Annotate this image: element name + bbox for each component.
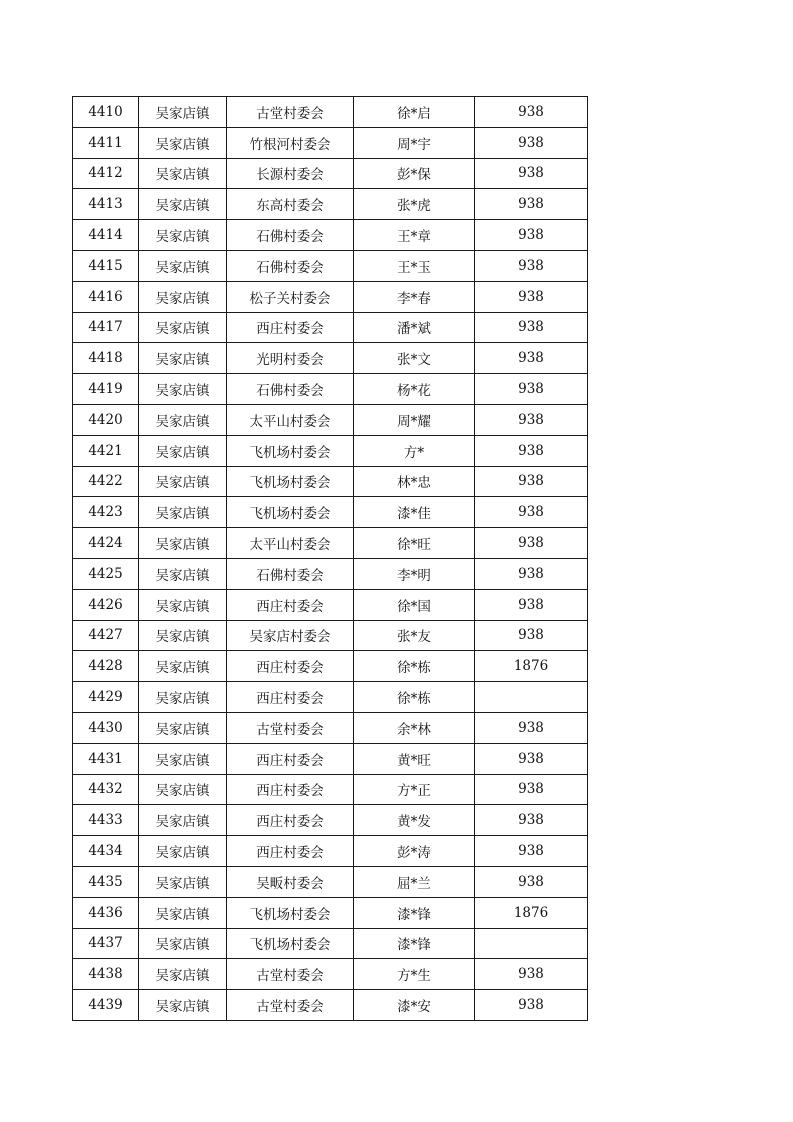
row-number-cell: 4438 [73,959,139,990]
town-cell: 吴家店镇 [139,866,227,897]
recipient-name-cell: 彭*涛 [354,836,475,867]
row-number-cell: 4411 [73,127,139,158]
village-committee-cell: 飞机场村委会 [227,497,354,528]
amount-cell: 938 [475,250,588,281]
amount-cell: 938 [475,281,588,312]
table-row [73,620,588,651]
row-number-cell: 4415 [73,250,139,281]
town-cell: 吴家店镇 [139,651,227,682]
row-number-cell: 4413 [73,189,139,220]
village-committee-cell: 古堂村委会 [227,97,354,128]
table-row [73,497,588,528]
recipient-name-cell: 徐*栋 [354,651,475,682]
amount-cell: 938 [475,589,588,620]
village-committee-cell: 吴家店村委会 [227,620,354,651]
recipient-name-cell: 徐*栋 [354,682,475,713]
row-number-cell: 4433 [73,805,139,836]
village-committee-cell: 西庄村委会 [227,805,354,836]
village-committee-cell: 太平山村委会 [227,404,354,435]
town-cell: 吴家店镇 [139,158,227,189]
row-number-cell: 4412 [73,158,139,189]
row-number-cell: 4424 [73,528,139,559]
row-number-cell: 4420 [73,404,139,435]
table-row [73,158,588,189]
village-committee-cell: 长源村委会 [227,158,354,189]
village-committee-cell: 石佛村委会 [227,558,354,589]
recipient-name-cell: 张*虎 [354,189,475,220]
recipient-name-cell: 王*玉 [354,250,475,281]
row-number-cell: 4430 [73,712,139,743]
row-number-cell: 4416 [73,281,139,312]
village-committee-cell: 竹根河村委会 [227,127,354,158]
recipient-name-cell: 林*忠 [354,466,475,497]
amount-cell: 938 [475,312,588,343]
amount-cell: 938 [475,743,588,774]
row-number-cell: 4419 [73,374,139,405]
village-committee-cell: 东高村委会 [227,189,354,220]
town-cell: 吴家店镇 [139,281,227,312]
recipient-name-cell: 徐*国 [354,589,475,620]
table-row [73,343,588,374]
table-row [73,189,588,220]
amount-cell: 938 [475,220,588,251]
town-cell: 吴家店镇 [139,374,227,405]
table-row [73,774,588,805]
recipient-name-cell: 漆*安 [354,990,475,1021]
amount-cell: 1876 [475,651,588,682]
row-number-cell: 4426 [73,589,139,620]
town-cell: 吴家店镇 [139,712,227,743]
row-number-cell: 4410 [73,97,139,128]
amount-cell: 938 [475,866,588,897]
recipient-name-cell: 漆*锋 [354,928,475,959]
row-number-cell: 4414 [73,220,139,251]
village-committee-cell: 石佛村委会 [227,374,354,405]
town-cell: 吴家店镇 [139,97,227,128]
town-cell: 吴家店镇 [139,343,227,374]
amount-cell: 938 [475,528,588,559]
recipient-name-cell: 漆*佳 [354,497,475,528]
recipient-name-cell: 彭*保 [354,158,475,189]
amount-cell: 938 [475,774,588,805]
amount-cell: 938 [475,435,588,466]
table-row [73,127,588,158]
table-row [73,435,588,466]
amount-cell: 938 [475,466,588,497]
table-row [73,589,588,620]
town-cell: 吴家店镇 [139,682,227,713]
recipient-name-cell: 徐*旺 [354,528,475,559]
village-committee-cell: 太平山村委会 [227,528,354,559]
recipient-name-cell: 王*章 [354,220,475,251]
village-committee-cell: 飞机场村委会 [227,928,354,959]
town-cell: 吴家店镇 [139,466,227,497]
row-number-cell: 4422 [73,466,139,497]
village-committee-cell: 光明村委会 [227,343,354,374]
table-row [73,312,588,343]
town-cell: 吴家店镇 [139,497,227,528]
row-number-cell: 4418 [73,343,139,374]
row-number-cell: 4439 [73,990,139,1021]
town-cell: 吴家店镇 [139,990,227,1021]
recipient-name-cell: 李*明 [354,558,475,589]
village-committee-cell: 飞机场村委会 [227,466,354,497]
recipient-name-cell: 周*耀 [354,404,475,435]
row-number-cell: 4434 [73,836,139,867]
row-number-cell: 4431 [73,743,139,774]
town-cell: 吴家店镇 [139,774,227,805]
table-row [73,959,588,990]
village-committee-cell: 西庄村委会 [227,682,354,713]
table-row [73,528,588,559]
village-committee-cell: 石佛村委会 [227,250,354,281]
amount-cell: 938 [475,158,588,189]
amount-cell: 938 [475,374,588,405]
row-number-cell: 4437 [73,928,139,959]
amount-cell: 1876 [475,897,588,928]
row-number-cell: 4436 [73,897,139,928]
recipient-name-cell: 方* [354,435,475,466]
table-row [73,250,588,281]
amount-cell: 938 [475,127,588,158]
table-row [73,404,588,435]
row-number-cell: 4435 [73,866,139,897]
amount-cell [475,928,588,959]
recipient-name-cell: 张*文 [354,343,475,374]
amount-cell: 938 [475,712,588,743]
table-row [73,928,588,959]
town-cell: 吴家店镇 [139,312,227,343]
amount-cell: 938 [475,189,588,220]
village-committee-cell: 西庄村委会 [227,651,354,682]
town-cell: 吴家店镇 [139,558,227,589]
village-committee-cell: 西庄村委会 [227,589,354,620]
village-committee-cell: 古堂村委会 [227,990,354,1021]
row-number-cell: 4432 [73,774,139,805]
table-row [73,651,588,682]
row-number-cell: 4429 [73,682,139,713]
row-number-cell: 4428 [73,651,139,682]
table-row [73,97,588,128]
recipient-name-cell: 杨*花 [354,374,475,405]
town-cell: 吴家店镇 [139,959,227,990]
village-committee-cell: 古堂村委会 [227,959,354,990]
recipient-name-cell: 屈*兰 [354,866,475,897]
town-cell: 吴家店镇 [139,743,227,774]
recipient-name-cell: 周*宇 [354,127,475,158]
table-row [73,712,588,743]
table-row [73,466,588,497]
town-cell: 吴家店镇 [139,404,227,435]
recipient-name-cell: 潘*斌 [354,312,475,343]
amount-cell: 938 [475,805,588,836]
amount-cell [475,682,588,713]
amount-cell: 938 [475,620,588,651]
table-row [73,682,588,713]
recipient-name-cell: 方*生 [354,959,475,990]
town-cell: 吴家店镇 [139,435,227,466]
amount-cell: 938 [475,497,588,528]
row-number-cell: 4417 [73,312,139,343]
table-row [73,897,588,928]
subsidy-table [72,96,588,1021]
town-cell: 吴家店镇 [139,805,227,836]
town-cell: 吴家店镇 [139,220,227,251]
recipient-name-cell: 余*林 [354,712,475,743]
village-committee-cell: 石佛村委会 [227,220,354,251]
amount-cell: 938 [475,343,588,374]
village-committee-cell: 西庄村委会 [227,774,354,805]
table-body [73,97,588,1021]
recipient-name-cell: 黄*发 [354,805,475,836]
row-number-cell: 4421 [73,435,139,466]
town-cell: 吴家店镇 [139,127,227,158]
amount-cell: 938 [475,836,588,867]
town-cell: 吴家店镇 [139,897,227,928]
town-cell: 吴家店镇 [139,589,227,620]
village-committee-cell: 飞机场村委会 [227,897,354,928]
recipient-name-cell: 徐*启 [354,97,475,128]
town-cell: 吴家店镇 [139,528,227,559]
recipient-name-cell: 黄*旺 [354,743,475,774]
table-row [73,866,588,897]
table-row [73,220,588,251]
amount-cell: 938 [475,404,588,435]
town-cell: 吴家店镇 [139,250,227,281]
subsidy-list-page [72,96,588,1021]
table-row [73,374,588,405]
recipient-name-cell: 漆*锋 [354,897,475,928]
village-committee-cell: 飞机场村委会 [227,435,354,466]
town-cell: 吴家店镇 [139,189,227,220]
village-committee-cell: 西庄村委会 [227,312,354,343]
village-committee-cell: 吴畈村委会 [227,866,354,897]
amount-cell: 938 [475,959,588,990]
amount-cell: 938 [475,97,588,128]
row-number-cell: 4427 [73,620,139,651]
recipient-name-cell: 张*友 [354,620,475,651]
table-row [73,836,588,867]
row-number-cell: 4423 [73,497,139,528]
table-row [73,743,588,774]
village-committee-cell: 西庄村委会 [227,836,354,867]
table-row [73,990,588,1021]
town-cell: 吴家店镇 [139,620,227,651]
recipient-name-cell: 方*正 [354,774,475,805]
recipient-name-cell: 李*春 [354,281,475,312]
table-row [73,805,588,836]
amount-cell: 938 [475,558,588,589]
village-committee-cell: 西庄村委会 [227,743,354,774]
village-committee-cell: 古堂村委会 [227,712,354,743]
amount-cell: 938 [475,990,588,1021]
town-cell: 吴家店镇 [139,928,227,959]
table-row [73,558,588,589]
town-cell: 吴家店镇 [139,836,227,867]
village-committee-cell: 松子关村委会 [227,281,354,312]
row-number-cell: 4425 [73,558,139,589]
table-row [73,281,588,312]
